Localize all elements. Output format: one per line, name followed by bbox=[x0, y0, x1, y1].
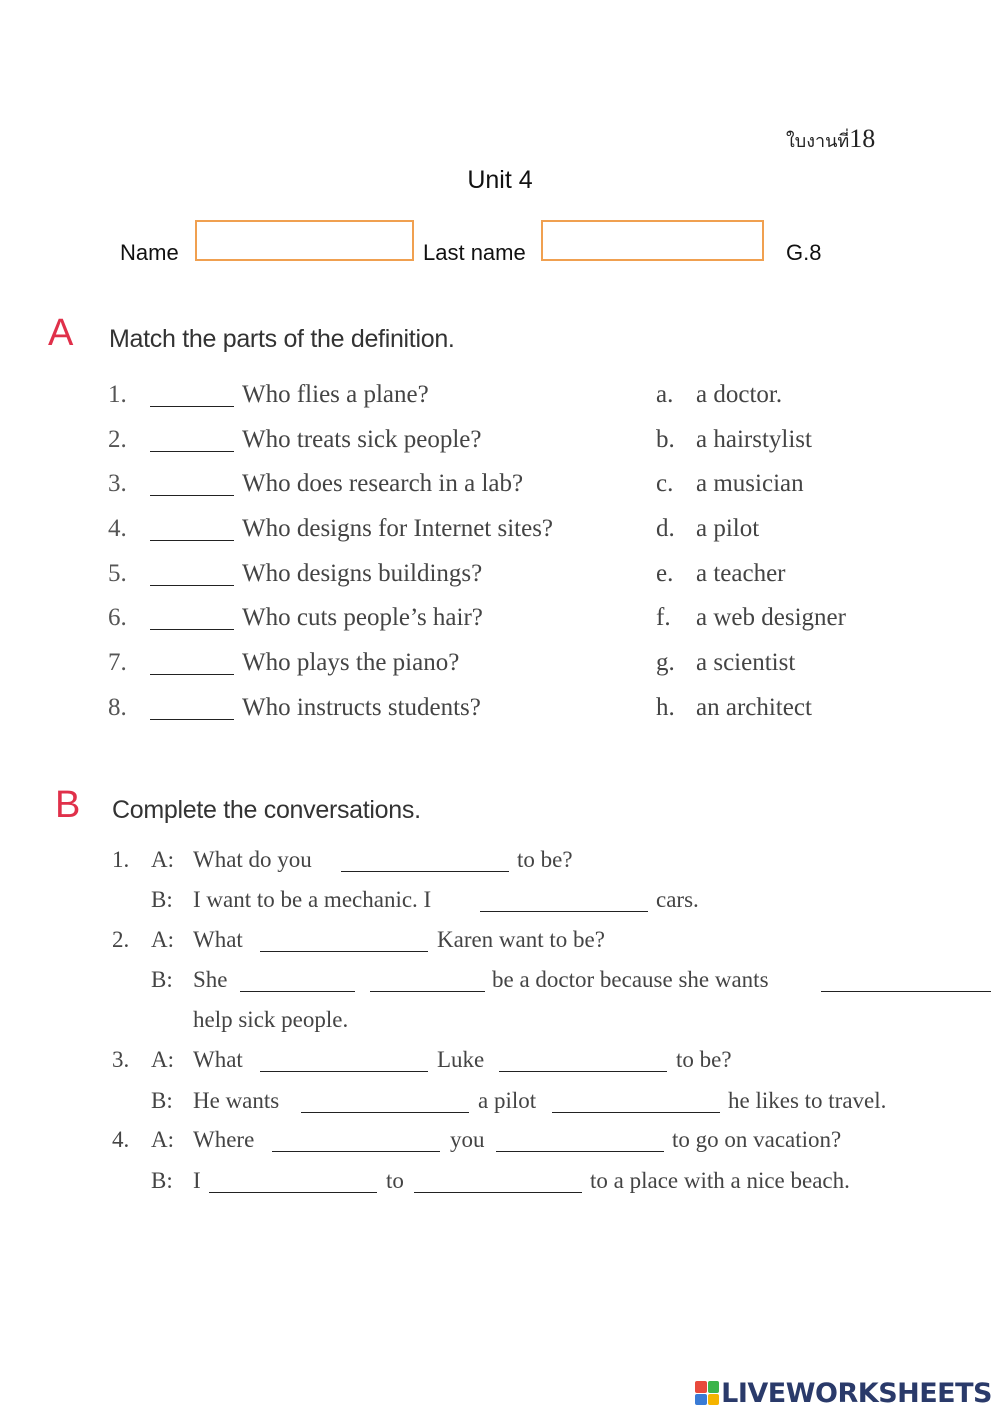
conv-text: What do you bbox=[193, 847, 312, 872]
option-text: an architect bbox=[696, 694, 812, 721]
unit-title: Unit 4 bbox=[467, 166, 533, 194]
liveworksheets-logo bbox=[695, 1376, 992, 1410]
speaker-b: B: bbox=[151, 1088, 173, 1113]
liveworksheets-logo-icon bbox=[695, 1381, 719, 1405]
conv-text: Where bbox=[193, 1127, 255, 1152]
answer-blank[interactable] bbox=[496, 1151, 664, 1152]
conv-text: to bbox=[386, 1168, 404, 1193]
grade-label: G.8 bbox=[786, 240, 822, 265]
conv-text: Karen want to be? bbox=[437, 927, 605, 952]
answer-blank[interactable] bbox=[821, 991, 991, 992]
name-input[interactable] bbox=[195, 220, 414, 261]
lastname-label: Last name bbox=[423, 240, 526, 265]
question-number: 5. bbox=[108, 560, 127, 587]
option-text: a web designer bbox=[696, 604, 846, 631]
conv-text: I bbox=[193, 1168, 201, 1193]
question-text: Who does research in a lab? bbox=[242, 470, 524, 497]
answer-blank[interactable] bbox=[499, 1071, 667, 1072]
conv-text: to a place with a nice beach. bbox=[590, 1168, 850, 1193]
option-letter: h. bbox=[656, 694, 675, 721]
question-text: Who treats sick people? bbox=[242, 426, 482, 453]
option-letter: d. bbox=[656, 515, 675, 542]
lastname-input[interactable] bbox=[541, 220, 764, 261]
question-number: 1. bbox=[108, 381, 127, 408]
answer-blank[interactable] bbox=[209, 1192, 377, 1193]
section-b-title: Complete the conversations. bbox=[112, 796, 421, 824]
speaker-a: A: bbox=[151, 1047, 174, 1072]
logo-square bbox=[695, 1381, 707, 1393]
conversation-number: 1. bbox=[112, 847, 130, 872]
answer-blank[interactable] bbox=[260, 951, 428, 952]
conv-text: to go on vacation? bbox=[672, 1127, 842, 1152]
conv-text: he likes to travel. bbox=[728, 1088, 887, 1113]
sheet-label: ใบงานที่ bbox=[786, 131, 850, 151]
question-number: 6. bbox=[108, 604, 127, 631]
answer-blank[interactable] bbox=[272, 1151, 440, 1152]
option-letter: c. bbox=[656, 470, 674, 497]
conv-text: to be? bbox=[517, 847, 573, 872]
option-text: a musician bbox=[696, 470, 804, 497]
answer-blank[interactable] bbox=[240, 991, 355, 992]
question-text: Who designs for Internet sites? bbox=[242, 515, 554, 542]
question-number: 3. bbox=[108, 470, 127, 497]
logo-square bbox=[708, 1394, 720, 1406]
option-text: a scientist bbox=[696, 649, 796, 676]
conversation-number: 2. bbox=[112, 927, 130, 952]
logo-square bbox=[708, 1381, 720, 1393]
answer-blank[interactable] bbox=[150, 629, 234, 630]
conv-text: What bbox=[193, 927, 243, 952]
answer-blank[interactable] bbox=[150, 585, 234, 586]
conv-text: be a doctor because she wants bbox=[492, 967, 769, 992]
question-number: 7. bbox=[108, 649, 127, 676]
logo-text: LIVEWORKSHEETS bbox=[721, 1377, 992, 1409]
option-text: a doctor. bbox=[696, 381, 783, 408]
answer-blank[interactable] bbox=[414, 1192, 582, 1193]
logo-square bbox=[695, 1394, 707, 1406]
option-letter: g. bbox=[656, 649, 675, 676]
conv-text: you bbox=[450, 1127, 485, 1152]
sheet-number-label bbox=[786, 124, 875, 155]
answer-blank[interactable] bbox=[370, 991, 485, 992]
answer-blank[interactable] bbox=[150, 406, 234, 407]
option-letter: e. bbox=[656, 560, 674, 587]
question-number: 4. bbox=[108, 515, 127, 542]
conv-text: to be? bbox=[676, 1047, 732, 1072]
speaker-b: B: bbox=[151, 967, 173, 992]
answer-blank[interactable] bbox=[260, 1071, 428, 1072]
question-number: 2. bbox=[108, 426, 127, 453]
answer-blank[interactable] bbox=[150, 451, 234, 452]
section-a-letter: A bbox=[48, 312, 74, 354]
option-letter: a. bbox=[656, 381, 674, 408]
conv-text: cars. bbox=[656, 887, 699, 912]
answer-blank[interactable] bbox=[341, 871, 509, 872]
answer-blank[interactable] bbox=[301, 1112, 469, 1113]
speaker-b: B: bbox=[151, 887, 173, 912]
option-letter: b. bbox=[656, 426, 675, 453]
conv-text: What bbox=[193, 1047, 243, 1072]
conversation-number: 3. bbox=[112, 1047, 130, 1072]
question-number: 8. bbox=[108, 694, 127, 721]
answer-blank[interactable] bbox=[480, 911, 648, 912]
conv-text: He wants bbox=[193, 1088, 280, 1113]
answer-blank[interactable] bbox=[150, 495, 234, 496]
conv-text: I want to be a mechanic. I bbox=[193, 887, 432, 912]
answer-blank[interactable] bbox=[150, 674, 234, 675]
option-text: a teacher bbox=[696, 560, 786, 587]
question-text: Who plays the piano? bbox=[242, 649, 460, 676]
sheet-number: 18 bbox=[849, 124, 876, 153]
option-text: a hairstylist bbox=[696, 426, 812, 453]
conversation-number: 4. bbox=[112, 1127, 130, 1152]
speaker-a: A: bbox=[151, 1127, 174, 1152]
answer-blank[interactable] bbox=[150, 540, 234, 541]
name-label: Name bbox=[120, 240, 179, 265]
speaker-a: A: bbox=[151, 847, 174, 872]
question-text: Who flies a plane? bbox=[242, 381, 429, 408]
section-b-letter: B bbox=[55, 784, 81, 826]
option-text: a pilot bbox=[696, 515, 760, 542]
answer-blank[interactable] bbox=[552, 1112, 720, 1113]
speaker-a: A: bbox=[151, 927, 174, 952]
question-text: Who instructs students? bbox=[242, 694, 481, 721]
question-text: Who cuts people’s hair? bbox=[242, 604, 483, 631]
question-text: Who designs buildings? bbox=[242, 560, 483, 587]
section-a-title: Match the parts of the definition. bbox=[109, 325, 455, 353]
conv-text: Luke bbox=[437, 1047, 485, 1072]
conv-text: help sick people. bbox=[193, 1007, 349, 1032]
answer-blank[interactable] bbox=[150, 719, 234, 720]
option-letter: f. bbox=[656, 604, 671, 631]
conv-text: a pilot bbox=[478, 1088, 537, 1113]
speaker-b: B: bbox=[151, 1168, 173, 1193]
conv-text: She bbox=[193, 967, 228, 992]
